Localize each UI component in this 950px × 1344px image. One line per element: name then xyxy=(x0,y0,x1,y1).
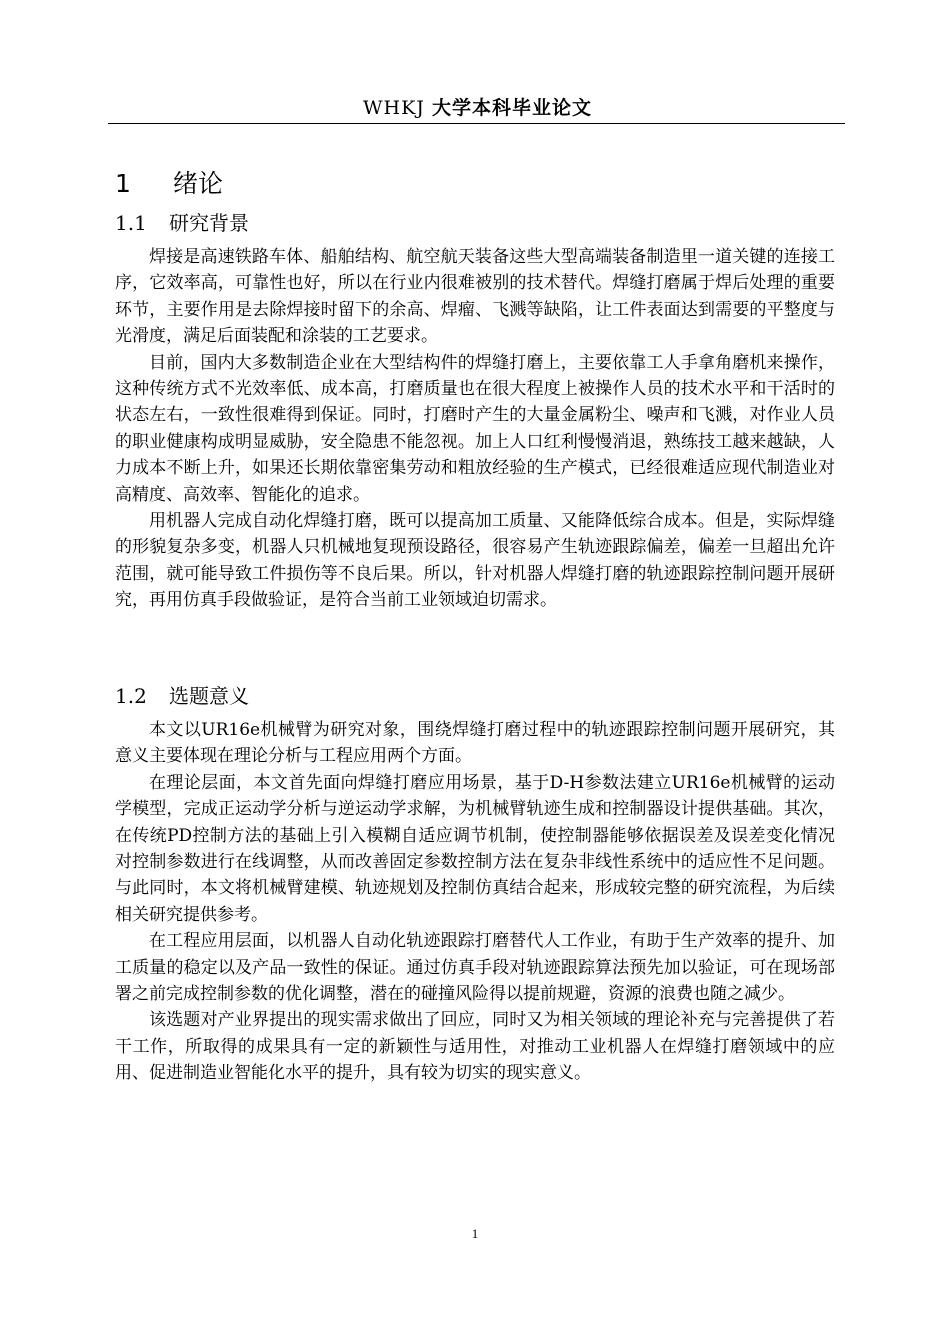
section-title: 研究背景 xyxy=(169,211,249,235)
section-body-1-1 xyxy=(115,244,835,614)
body-paragraph: 在理论层面，本文首先面向焊缝打磨应用场景，基于D-H参数法建立UR16e机械臂的运动学模型，完成正运动学分析与逆运动学求解，为机械臂轨迹生成和控制器设计提供基础。其次，在传统PD控制方法的基础上引入模糊自适应调节机制，使控制器能够依据误差及误差变化情况对控制参数进行在线调整，从而改善固定参数控制方法在复杂非线性系统中的适应性不足问题。与此同时，本文将机械臂建模、轨迹规划及控制仿真结合起来，形成较完整的研究流程，为后续相关研究提供参考。 xyxy=(115,772,835,925)
section-number: 1.2 xyxy=(115,684,147,708)
section-number: 1.1 xyxy=(115,211,147,235)
header-rule xyxy=(108,123,845,124)
section-title: 选题意义 xyxy=(169,684,249,708)
body-paragraph: 焊接是高速铁路车体、船舶结构、航空航天装备这些大型高端装备制造里一道关键的连接工序，它效率高，可靠性也好，所以在行业内很难被别的技术替代。焊缝打磨属于焊后处理的重要环节，主要作用是去除焊接时留下的余高、焊瘤、飞溅等缺陷，让工件表面达到需要的平整度与光滑度，满足后面装配和涂装的工艺要求。 xyxy=(115,247,835,347)
body-paragraph: 用机器人完成自动化焊缝打磨，既可以提高加工质量、又能降低综合成本。但是，实际焊缝的形貌复杂多变，机器人只机械地复现预设路径，很容易产生轨迹跟踪偏差，偏差一旦超出允许范围，就可能导致工件损伤等不良后果。所以，针对机器人焊缝打磨的轨迹跟踪控制问题开展研究，再用仿真手段做验证，是符合当前工业领域迫切需求。 xyxy=(115,511,835,611)
body-paragraph: 目前，国内大多数制造企业在大型结构件的焊缝打磨上，主要依靠工人手拿角磨机来操作，这种传统方式不光效率低、成本高，打磨质量也在很大程度上被操作人员的技术水平和干活时的状态左右，一致性很难得到保证。同时，打磨时产生的大量金属粉尘、噪声和飞溅，对作业人员的职业健康构成明显威胁，安全隐患不能忽视。加上人口红利慢慢消退，熟练技工越来越缺，人力成本不断上升，如果还长期依靠密集劳动和粗放经验的生产模式，已经很难适应现代制造业对高精度、高效率、智能化的追求。 xyxy=(115,352,835,505)
section-body-1-2 xyxy=(115,717,835,1087)
chapter-heading xyxy=(115,166,223,202)
section-heading-1-2 xyxy=(115,681,249,711)
page-number: 1 xyxy=(471,1226,479,1241)
running-header xyxy=(110,96,845,120)
header-latin-text: WHKJ xyxy=(363,97,425,119)
header-title-text: 大学本科毕业论文 xyxy=(431,97,592,119)
chapter-number: 1 xyxy=(115,169,131,198)
body-paragraph: 在工程应用层面，以机器人自动化轨迹跟踪打磨替代人工作业，有助于生产效率的提升、加工质量的稳定以及产品一致性的保证。通过仿真手段对轨迹跟踪算法预先加以验证，可在现场部署之前完成控制参数的优化调整，潜在的碰撞风险得以提前规避，资源的浪费也随之减少。 xyxy=(115,931,835,1005)
chapter-title: 绪论 xyxy=(173,169,224,198)
body-paragraph: 该选题对产业界提出的现实需求做出了回应，同时又为相关领域的理论补充与完善提供了若干工作，所取得的成果具有一定的新颖性与适用性，对推动工业机器人在焊缝打磨领域中的应用、促进制造业智能化水平的提升，具有较为切实的现实意义。 xyxy=(115,1010,835,1084)
body-paragraph: 本文以UR16e机械臂为研究对象，围绕焊缝打磨过程中的轨迹跟踪控制问题开展研究，其意义主要体现在理论分析与工程应用两个方面。 xyxy=(115,720,835,767)
section-heading-1-1 xyxy=(115,208,249,238)
